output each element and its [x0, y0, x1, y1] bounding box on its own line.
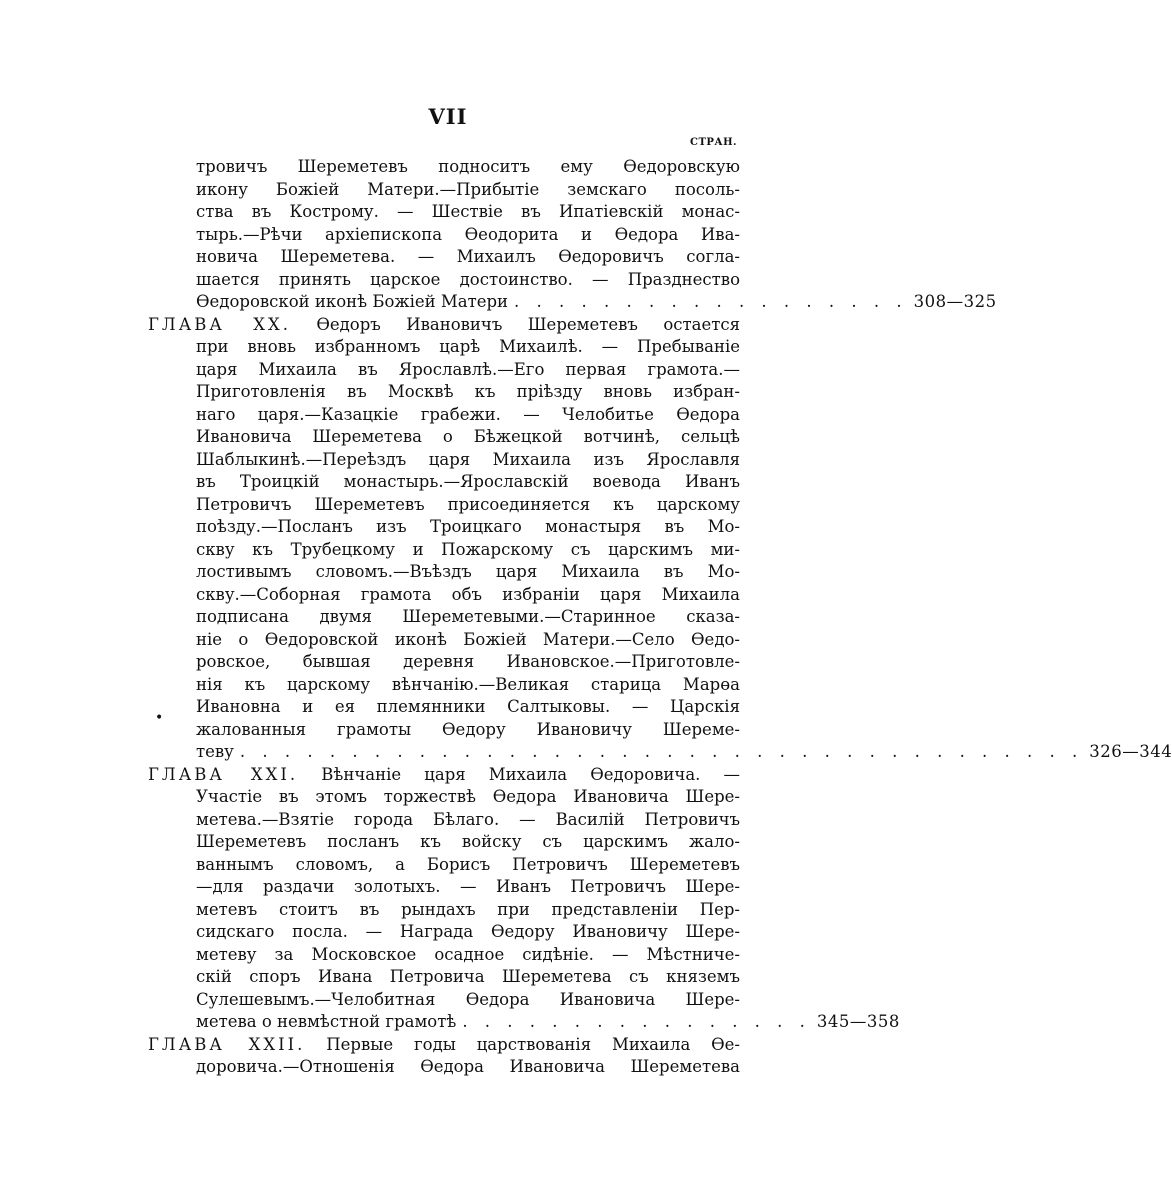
toc-line: скій споръ Ивана Петровича Шереметева съ княземъ	[196, 967, 740, 986]
page-number: VII	[428, 104, 468, 129]
toc-line: Өедоровской иконѣ Божіей Матери	[196, 292, 509, 311]
toc-line: ваннымъ словомъ, а Борисъ Петровичъ Шереметевъ	[196, 854, 740, 874]
chapter-title: Первые годы царствованія Михаила Өе-	[326, 1034, 740, 1054]
toc-line: скву къ Трубецкому и Пожарскому съ царскимъ ми-	[196, 539, 740, 559]
toc-entry-end	[148, 741, 1172, 764]
chapter-title: Өедоръ Ивановичъ Шереметевъ остается	[316, 314, 741, 334]
toc-line: ства въ Кострому. — Шествіе въ Ипатіевскій монас-	[196, 202, 740, 221]
page-range: 308—325	[913, 292, 997, 311]
toc-line: Шереметевъ посланъ къ войску съ царскимъ жало-	[196, 832, 740, 851]
leader-dots: . . . . . . . . . . . . . . . . . .	[514, 292, 908, 311]
toc-entry-end	[148, 1011, 900, 1034]
toc-line: доровича.—Отношенія Өедора Ивановича Шереметева	[196, 1057, 740, 1076]
toc-line: ніе о Өедоровской иконѣ Божіей Матери.—Село Өедо-	[196, 629, 740, 649]
page-range: 345—358	[816, 1012, 900, 1031]
chapter-title: Вѣнчаніе царя Михаила Өедоровича. —	[321, 764, 741, 784]
leader-dots: . . . . . . . . . . . . . . . .	[462, 1012, 811, 1031]
page-range: 326—344	[1089, 742, 1172, 761]
toc-line: метева о невмѣстной грамотѣ	[196, 1012, 457, 1031]
toc-line: Ивановича Шереметева о Бѣжецкой вотчинѣ, сельцѣ	[196, 427, 740, 446]
toc-line: скву.—Соборная грамота объ избраніи царя Михаила	[196, 584, 740, 604]
column-header-pages: СТРАН.	[690, 137, 737, 148]
leader-dots: . . . . . . . . . . . . . . . . . . . . . . . . . . . . . . . . . . . . . .	[239, 742, 1084, 761]
toc-line: поѣзду.—Посланъ изъ Троицкаго монастыря въ Мо-	[196, 517, 740, 536]
margin-mark: •	[155, 710, 164, 726]
toc-line: подписана двумя Шереметевыми.—Старинное сказа-	[196, 607, 740, 626]
toc-line: метеву за Московское осадное сидѣніе. — Мѣстниче-	[196, 944, 740, 964]
toc-line: ровское, бывшая деревня Ивановское.—Приготовле-	[196, 652, 740, 671]
toc-line: тровичъ Шереметевъ подноситъ ему Өедоровскую	[196, 157, 740, 176]
toc-line: тырь.—Рѣчи архіепископа Өеодорита и Өедора Ива-	[196, 224, 740, 244]
toc-line: Приготовленія въ Москвѣ къ пріѣзду вновь избран-	[196, 382, 740, 401]
toc-line: Участіе въ этомъ торжествѣ Өедора Ивановича Шере-	[196, 787, 740, 806]
chapter-label: ГЛАВА XXII.	[148, 1034, 306, 1054]
toc-line: нія къ царскому вѣнчанію.—Великая старица Марөа	[196, 674, 740, 694]
toc-line: теву	[196, 742, 234, 761]
chapter-heading	[148, 764, 740, 787]
toc-line: икону Божіей Матери.—Прибытіе земскаго посоль-	[196, 179, 740, 199]
chapter-heading	[148, 1034, 740, 1057]
toc-line: метевъ стоитъ въ рындахъ при представленіи Пер-	[196, 899, 740, 919]
toc-line: лостивымъ словомъ.—Въѣздъ царя Михаила въ Мо-	[196, 562, 740, 581]
chapter-label: ГЛАВА XX.	[148, 314, 291, 334]
table-of-contents	[148, 156, 1172, 1079]
toc-line: наго царя.—Казацкіе грабежи. — Челобитье Өедора	[196, 404, 740, 424]
toc-line: новича Шереметева. — Михаилъ Өедоровичъ согла-	[196, 247, 740, 266]
toc-line: шается принять царское достоинство. — Празднество	[196, 269, 740, 289]
chapter-label: ГЛАВА XXI.	[148, 764, 299, 784]
toc-line: Ивановна и ея племянники Салтыковы. — Царскія	[196, 697, 740, 716]
toc-line: Сулешевымъ.—Челобитная Өедора Ивановича Шере-	[196, 989, 740, 1009]
toc-entry-end	[148, 291, 997, 314]
chapter-heading	[148, 314, 740, 337]
toc-line: при вновь избранномъ царѣ Михаилѣ. — Пребываніе	[196, 337, 740, 356]
toc-line: Петровичъ Шереметевъ присоединяется къ царскому	[196, 494, 740, 514]
toc-line: сидскаго посла. — Награда Өедору Ивановичу Шере-	[196, 922, 740, 941]
toc-line: жалованныя грамоты Өедору Ивановичу Шереме-	[196, 719, 740, 739]
toc-line: Шаблыкинѣ.—Переѣздъ царя Михаила изъ Ярославля	[196, 449, 740, 469]
toc-line: въ Троицкій монастырь.—Ярославскій воевода Иванъ	[196, 472, 740, 491]
toc-line: метева.—Взятіе города Бѣлаго. — Василій Петровичъ	[196, 809, 740, 829]
toc-line: царя Михаила въ Ярославлѣ.—Его первая грамота.—	[196, 359, 740, 379]
toc-line: —для раздачи золотыхъ. — Иванъ Петровичъ Шере-	[196, 877, 740, 896]
